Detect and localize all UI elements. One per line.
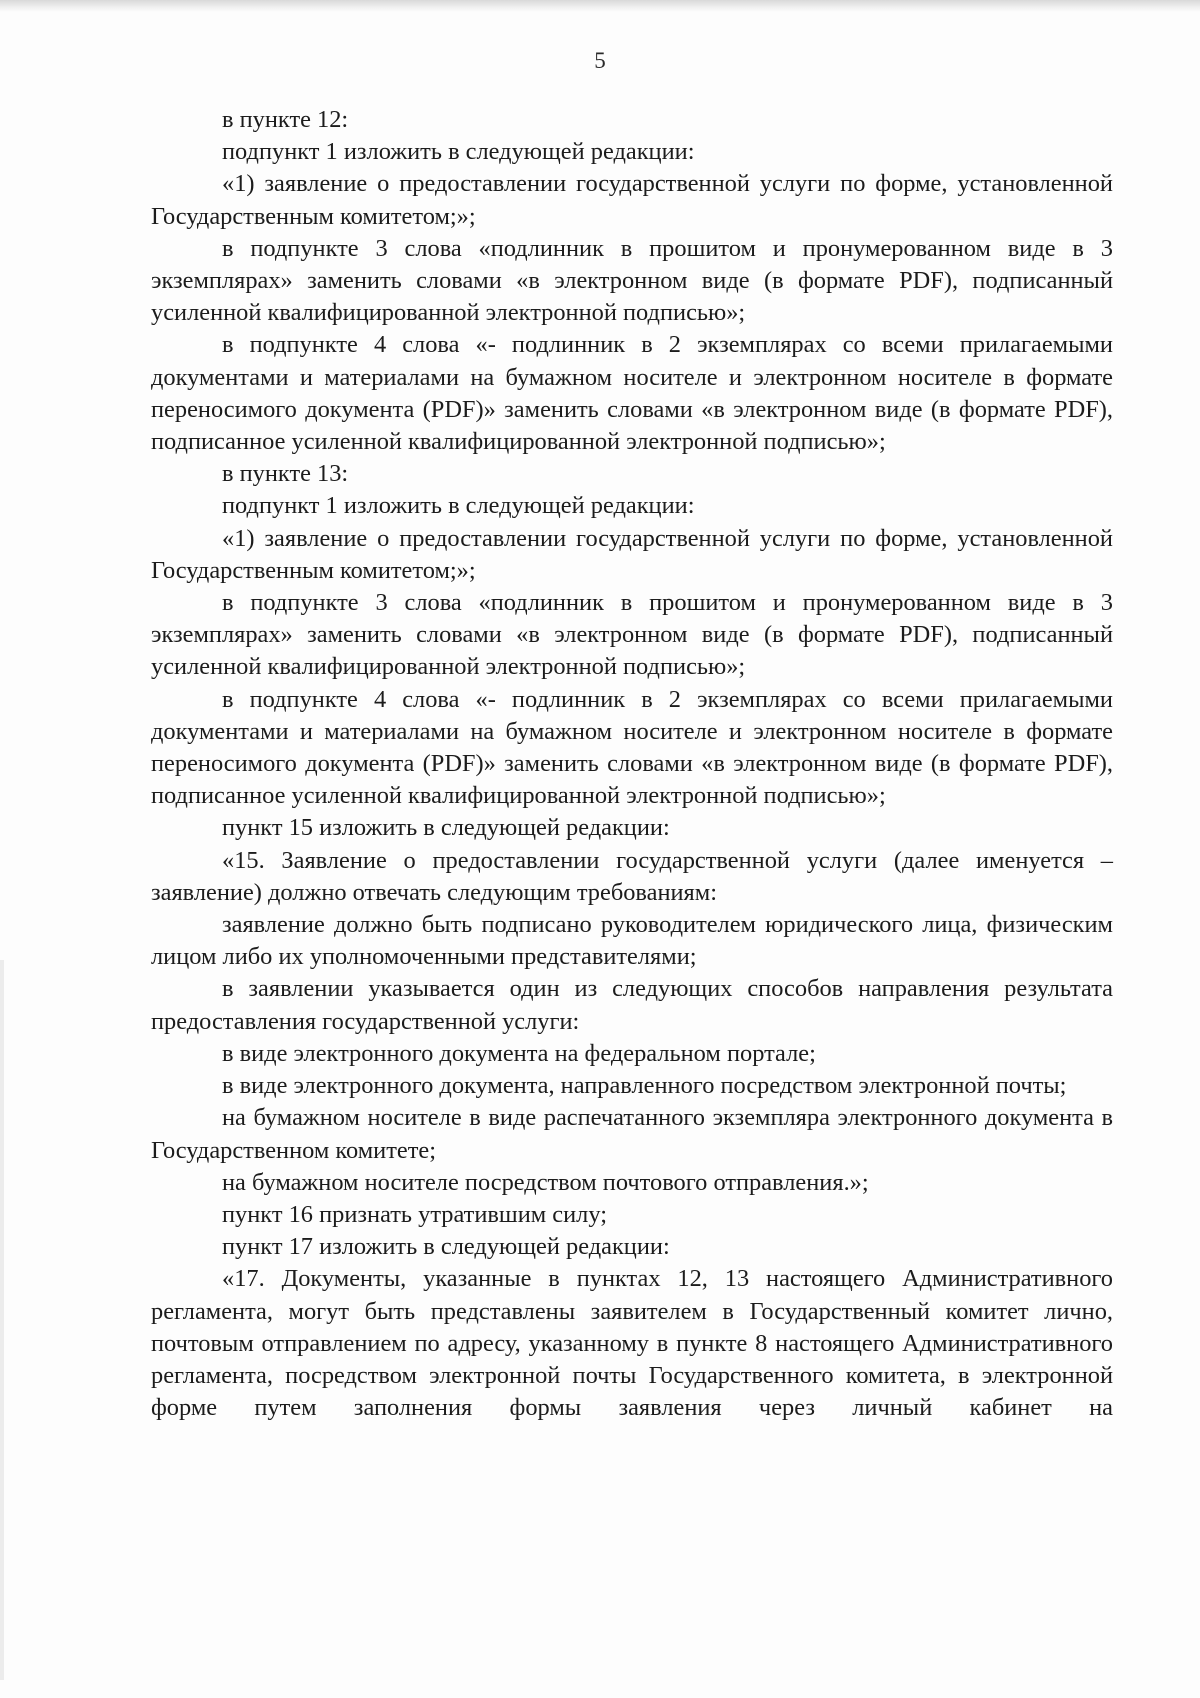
paragraph: в пункте 12: xyxy=(222,106,349,133)
paragraph: подпункт 1 изложить в следующей редакции: xyxy=(222,138,695,166)
paragraph: в подпункте 3 слова «подлинник в прошитом и пронумерованном виде в 3 экземплярах» заменить словами «в электронном виде (в формате PDF), подписанный усиленной квалифицированной электронной подписью»; xyxy=(151,589,1113,681)
paragraph: в виде электронного документа, направленного посредством электронной почты; xyxy=(222,1072,1067,1100)
paragraph: пункт 15 изложить в следующей редакции: xyxy=(222,814,670,842)
paragraph: в пункте 13: xyxy=(222,460,349,488)
scan-top-edge xyxy=(0,0,1200,12)
paragraph: пункт 16 признать утратившим силу; xyxy=(222,1200,607,1228)
paragraph: пункт 17 изложить в следующей редакции: xyxy=(222,1233,670,1261)
paragraph: «1) заявление о предоставлении государственной услуги по форме, установленной Государственным комитетом;»; xyxy=(151,524,1113,584)
paragraph: в заявлении указывается один из следующих способов направления результата предоставления государственной услуги: xyxy=(151,975,1113,1035)
scan-left-edge xyxy=(0,960,4,1680)
paragraph: в виде электронного документа на федеральном портале; xyxy=(222,1039,816,1067)
paragraph: «15. Заявление о предоставлении государственной услуги (далее именуется – заявление) должно отвечать следующим требованиям: xyxy=(151,846,1113,906)
paragraph: в подпункте 4 слова «- подлинник в 2 экземплярах со всеми прилагаемыми документами и материалами на бумажном носителе и электронном носителе в формате переносимого документа (PDF)» заменить словами «в электронном виде (в формате PDF), подписанное усиленной квалифицированной электронной подписью»; xyxy=(151,331,1113,456)
paragraph: заявление должно быть подписано руководителем юридического лица, физическим лицом либо их уполномоченными представителями; xyxy=(151,911,1113,971)
paragraph: на бумажном носителе посредством почтового отправления.»; xyxy=(222,1168,869,1196)
document-body xyxy=(151,104,1113,1424)
page-number: 5 xyxy=(594,48,606,73)
paragraph: на бумажном носителе в виде распечатанного экземпляра электронного документа в Государственном комитете; xyxy=(151,1104,1113,1164)
paragraph: подпункт 1 изложить в следующей редакции: xyxy=(222,492,695,520)
paragraph: «1) заявление о предоставлении государственной услуги по форме, установленной Государственным комитетом;»; xyxy=(151,170,1113,230)
paragraph: в подпункте 3 слова «подлинник в прошитом и пронумерованном виде в 3 экземплярах» заменить словами «в электронном виде (в формате PDF), подписанный усиленной квалифицированной электронной подписью»; xyxy=(151,234,1113,327)
paragraph: в подпункте 4 слова «- подлинник в 2 экземплярах со всеми прилагаемыми документами и материалами на бумажном носителе и электронном носителе в формате переносимого документа (PDF)» заменить словами «в электронном виде (в формате PDF), подписанное усиленной квалифицированной электронной подписью»; xyxy=(151,685,1113,810)
paragraph: «17. Документы, указанные в пунктах 12, 13 настоящего Административного регламента, могут быть представлены заявителем в Государственный комитет лично, почтовым отправлением по адресу, указанному в пункте 8 настоящего Административного регламента, посредством электронной почты Государственного комитета, в электронной форме путем заполнения формы заявления через личный кабинет на xyxy=(151,1265,1113,1422)
